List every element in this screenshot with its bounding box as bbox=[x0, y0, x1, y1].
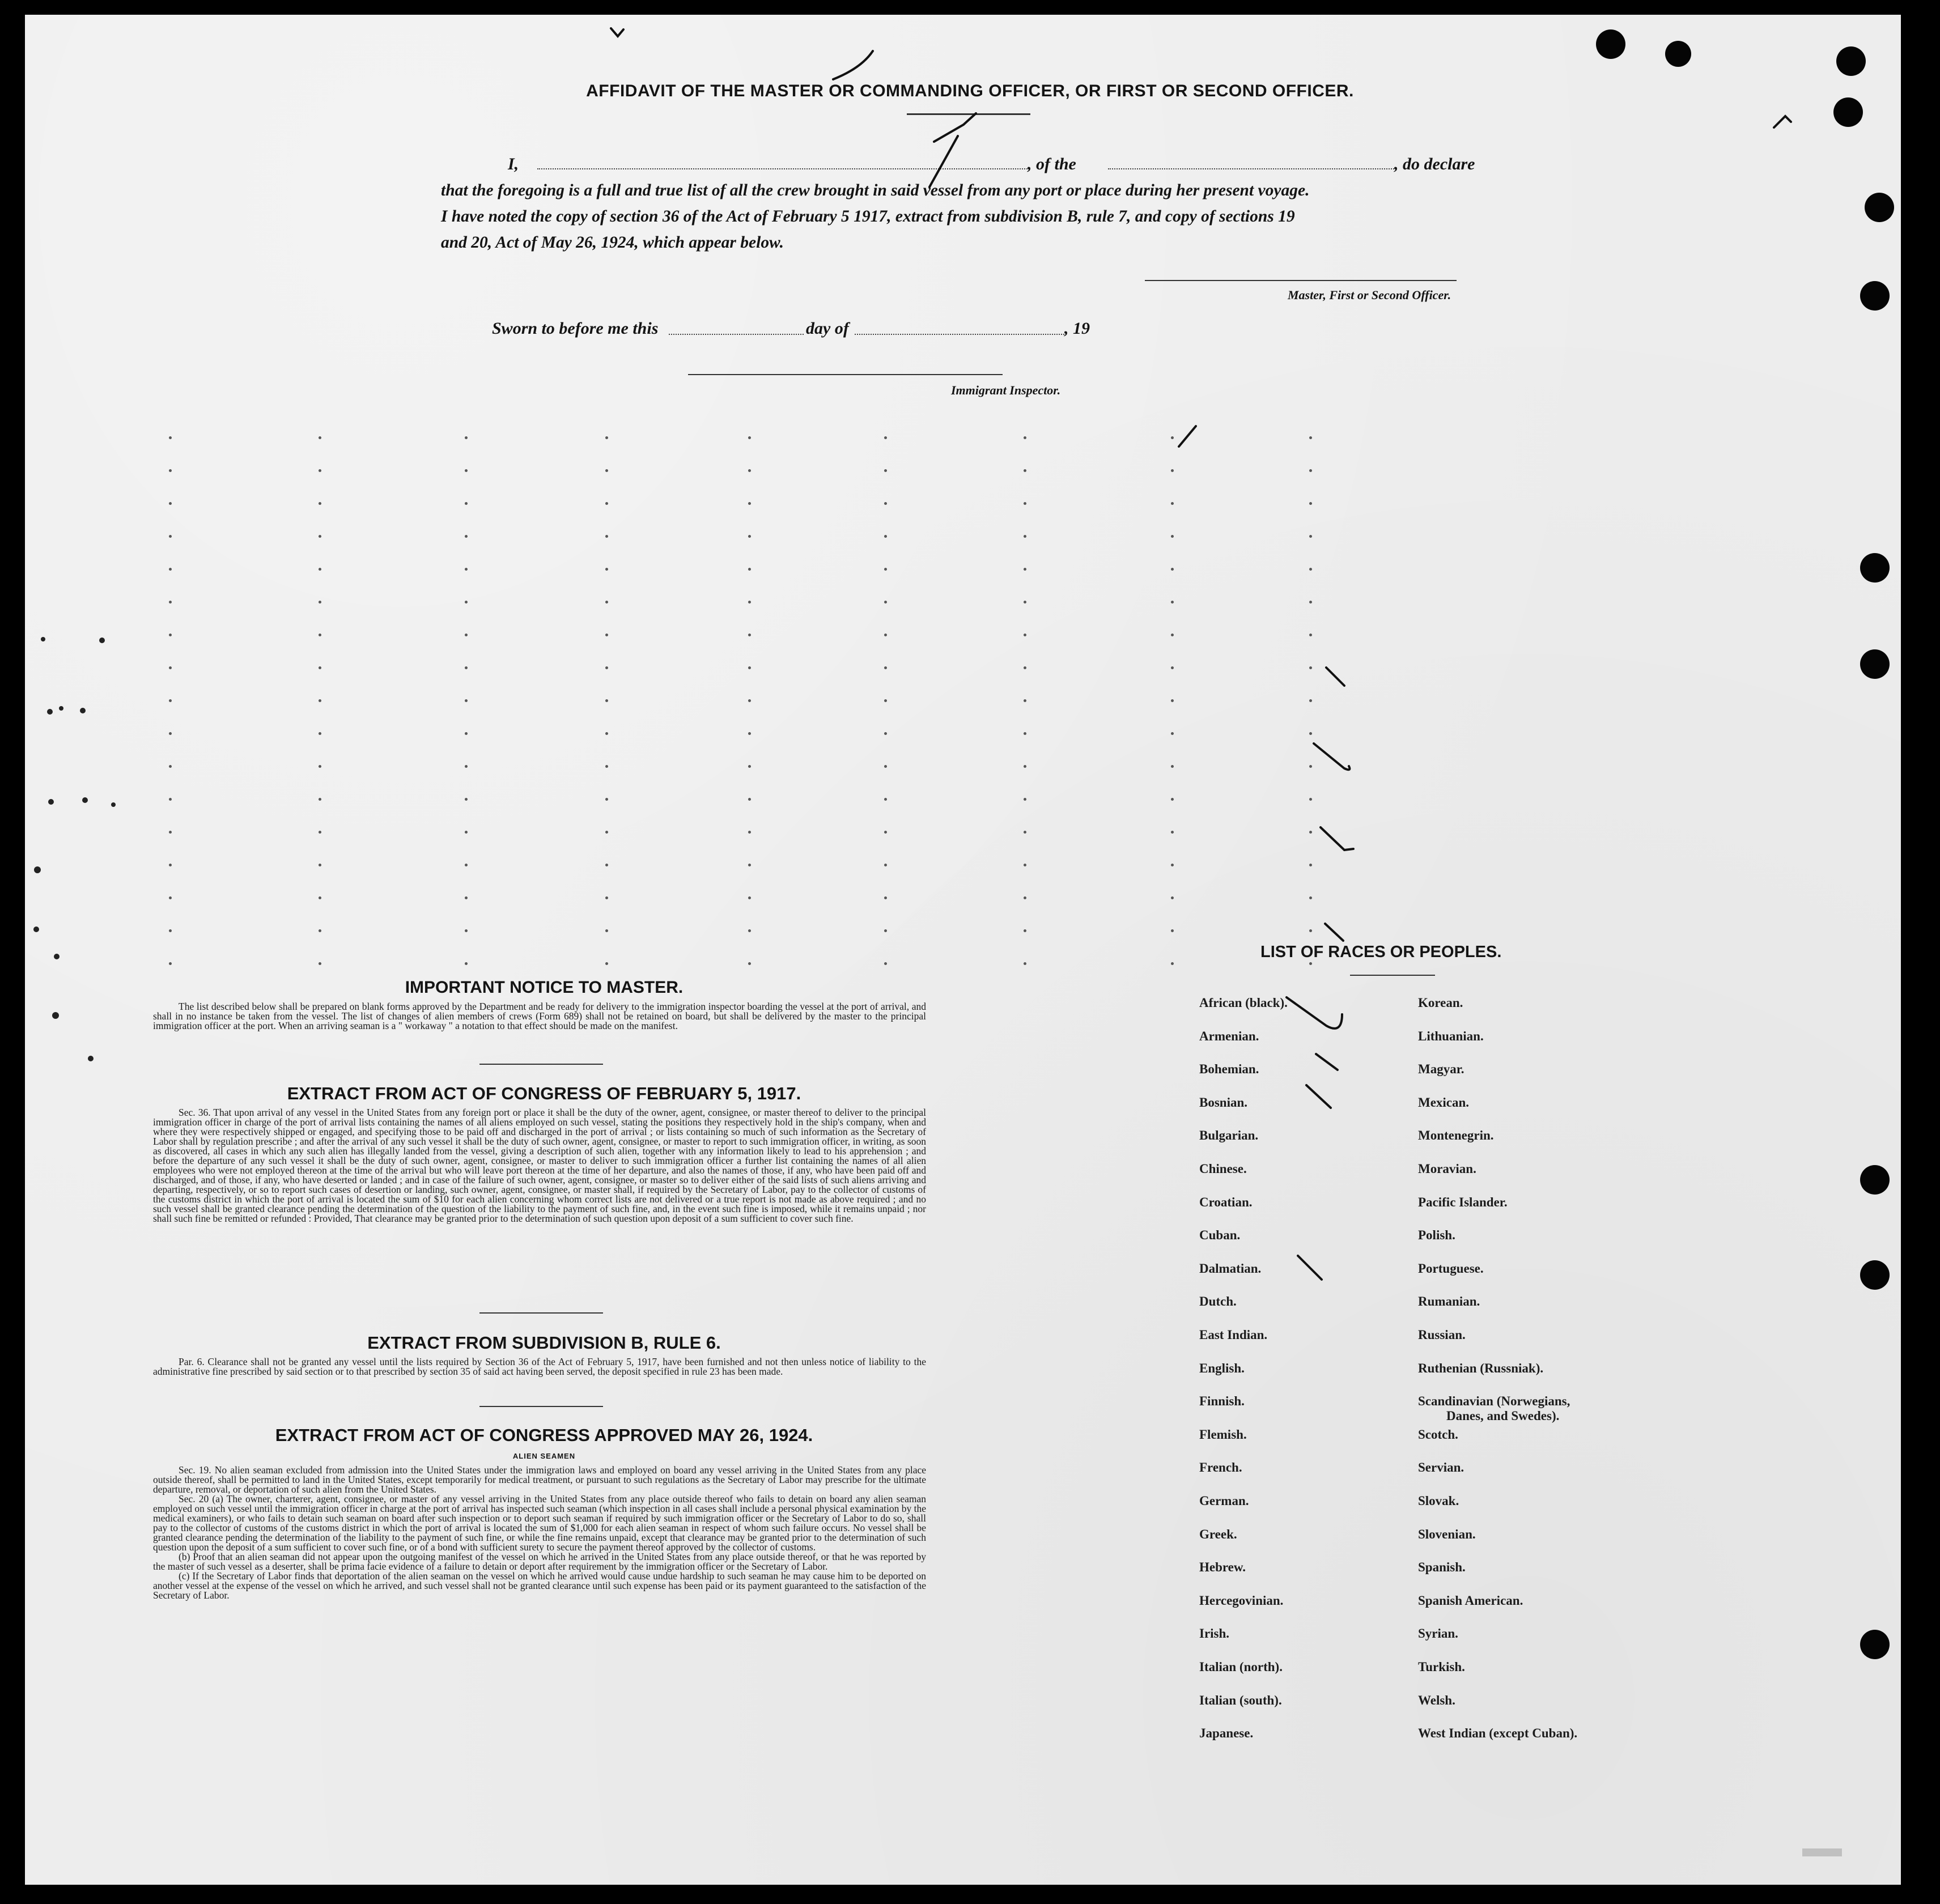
race-item: German. bbox=[1199, 1494, 1249, 1508]
sec20a-text: Sec. 20 (a) The owner, charterer, agent, consignee, or master of any vessel arriving in the United States from any place outside thereof who fails to detain on board any alien seaman employed on such vessel until the immigration officer in charge at the port of arrival has inspected such seaman (which inspection in all cases shall include a personal physical examination by the medical examiners), or who fails to detain such seaman on board after such inspection or to deport such seaman if required by such immigration officer or the Secretary of Labor to do so, shall pay to the collector of customs of the customs district in which the port of arrival is located the sum of $1,000 for each alien seaman in respect of whom such failure occurs. No vessel shall be granted clearance pending the determination of the liability to the payment of such fine, or while the fine remains unpaid, except that clearance may be granted prior to the determination of such question upon the deposit of a sum sufficient to cover such fine, or of a bond with sufficient surety to secure the payment thereof approved by the collector of customs. bbox=[153, 1493, 926, 1553]
guide-dot bbox=[748, 666, 751, 669]
race-item: Portuguese. bbox=[1418, 1261, 1484, 1276]
sec19-text: Sec. 19. No alien seaman excluded from admission into the United States under the immigration laws and employed on board any vessel arriving in the United States from any place outside thereof, shall be permitted to land in the United States, except temporarily for medical treatment, or pursuant to such regulations as the Secretary of Labor may prescribe for the ultimate departure, removal, or deportation of such alien from the United States. bbox=[153, 1464, 926, 1495]
guide-dot bbox=[319, 864, 321, 866]
guide-dot bbox=[884, 502, 887, 505]
guide-dot bbox=[319, 896, 321, 899]
race-item-continued: Danes, and Swedes). bbox=[1446, 1409, 1560, 1423]
guide-dot bbox=[605, 732, 608, 735]
guide-dot bbox=[1171, 666, 1174, 669]
race-item: Moravian. bbox=[1418, 1162, 1476, 1176]
guide-dot bbox=[319, 469, 321, 472]
guide-dot bbox=[1024, 436, 1026, 439]
guide-dot bbox=[319, 798, 321, 801]
guide-dot bbox=[748, 929, 751, 932]
guide-dot bbox=[169, 601, 172, 604]
affidavit-i-label: I, bbox=[508, 155, 519, 173]
race-item: Lithuanian. bbox=[1418, 1028, 1484, 1043]
guide-dot bbox=[169, 732, 172, 735]
guide-dot bbox=[465, 929, 468, 932]
guide-dot bbox=[1024, 699, 1026, 702]
guide-dot bbox=[605, 831, 608, 834]
guide-dot bbox=[748, 502, 751, 505]
guide-dot bbox=[169, 765, 172, 768]
guide-dot bbox=[319, 666, 321, 669]
guide-dot bbox=[169, 436, 172, 439]
affidavit-line-4: and 20, Act of May 26, 1924, which appear below. bbox=[441, 233, 784, 252]
guide-dot bbox=[1309, 469, 1312, 472]
guide-dot bbox=[884, 469, 887, 472]
guide-dot bbox=[748, 634, 751, 636]
guide-dot bbox=[319, 568, 321, 571]
race-item: Flemish. bbox=[1199, 1427, 1247, 1442]
guide-dot bbox=[1024, 765, 1026, 768]
race-item: Montenegrin. bbox=[1418, 1128, 1494, 1143]
race-item: Welsh. bbox=[1418, 1693, 1455, 1707]
race-item: French. bbox=[1199, 1460, 1242, 1475]
guide-dot bbox=[319, 502, 321, 505]
guide-dot bbox=[748, 469, 751, 472]
rule6-title: EXTRACT FROM SUBDIVISION B, RULE 6. bbox=[367, 1333, 721, 1353]
guide-dot bbox=[465, 798, 468, 801]
guide-dot bbox=[1309, 831, 1312, 834]
affidavit-title: AFFIDAVIT OF THE MASTER OR COMMANDING OFFICER, OR FIRST OR SECOND OFFICER. bbox=[586, 82, 1354, 100]
guide-dot bbox=[1024, 929, 1026, 932]
guide-dot bbox=[605, 962, 608, 965]
races-underline bbox=[1350, 975, 1435, 976]
race-item: Rumanian. bbox=[1418, 1294, 1480, 1309]
guide-dot bbox=[465, 436, 468, 439]
guide-dot bbox=[1309, 666, 1312, 669]
guide-dot bbox=[884, 699, 887, 702]
guide-dot bbox=[319, 765, 321, 768]
guide-dot bbox=[169, 699, 172, 702]
guide-dot bbox=[465, 765, 468, 768]
race-item: Japanese. bbox=[1199, 1726, 1254, 1741]
affidavit-line-2: that the foregoing is a full and true list of all the crew brought in said vessel from any port or place during her present voyage. bbox=[441, 181, 1310, 199]
guide-dot bbox=[169, 962, 172, 965]
divider bbox=[479, 1406, 603, 1407]
guide-dot bbox=[1309, 699, 1312, 702]
race-item: Cuban. bbox=[1199, 1228, 1241, 1243]
master-signature-label: Master, First or Second Officer. bbox=[1288, 288, 1451, 302]
guide-dot bbox=[1171, 699, 1174, 702]
guide-dot bbox=[1024, 831, 1026, 834]
guide-dot bbox=[1309, 864, 1312, 866]
race-item: Magyar. bbox=[1418, 1062, 1464, 1077]
race-item: Mexican. bbox=[1418, 1095, 1470, 1110]
guide-dot bbox=[884, 765, 887, 768]
guide-dot bbox=[1309, 798, 1312, 801]
race-item: Scotch. bbox=[1418, 1427, 1458, 1442]
race-item: Scandinavian (Norwegians, bbox=[1418, 1394, 1570, 1409]
guide-dot bbox=[1309, 502, 1312, 505]
guide-dot bbox=[319, 699, 321, 702]
race-item: Dutch. bbox=[1199, 1294, 1237, 1309]
guide-dot bbox=[1024, 864, 1026, 866]
guide-dot bbox=[319, 535, 321, 538]
guide-dot bbox=[1171, 502, 1174, 505]
affidavit-line-3: I have noted the copy of section 36 of the Act of February 5 1917, extract from subdivision B, rule 7, and copy of sections 19 bbox=[441, 207, 1295, 226]
guide-dot bbox=[465, 666, 468, 669]
notice-body bbox=[153, 1002, 926, 1031]
guide-dot bbox=[1309, 732, 1312, 735]
rule6-body bbox=[153, 1357, 926, 1376]
guide-dot bbox=[605, 469, 608, 472]
guide-dot bbox=[319, 732, 321, 735]
race-item: Croatian. bbox=[1199, 1195, 1253, 1209]
extract-1917-body bbox=[153, 1108, 926, 1223]
guide-dot bbox=[169, 864, 172, 866]
guide-dot bbox=[1024, 962, 1026, 965]
inspector-label: Immigrant Inspector. bbox=[951, 383, 1061, 397]
race-item: West Indian (except Cuban). bbox=[1418, 1726, 1578, 1741]
extract-1924-body bbox=[153, 1465, 926, 1600]
guide-dot bbox=[1171, 864, 1174, 866]
notice-text: The list described below shall be prepared on blank forms approved by the Department and be ready for delivery to the immigration inspector boarding the vessel at the port of arrival, and shall in no instance be taken from the vessel. The list of changes of alien members of crews (Form 689) shall not be retained on board, but shall be delivered by the master to the principal immigration officer at the port. When an arriving seaman is a " workaway " a notation to that effect should be made on the manifest. bbox=[153, 1001, 926, 1031]
guide-dot bbox=[884, 896, 887, 899]
sworn-prefix: Sworn to before me this bbox=[492, 319, 659, 338]
guide-dot bbox=[1171, 469, 1174, 472]
guide-dot bbox=[884, 962, 887, 965]
notice-title: IMPORTANT NOTICE TO MASTER. bbox=[405, 978, 684, 997]
race-item: Syrian. bbox=[1418, 1626, 1458, 1641]
guide-dot bbox=[1309, 568, 1312, 571]
sec36-text: Sec. 36. That upon arrival of any vessel in the United States from any foreign port or place it shall be the duty of the owner, agent, consignee, or master thereof to deliver to the principal immigration officer in charge of the port of arrival lists containing the names of all aliens employed on such vessel, stating the positions they respectively hold in the ship's company, when and where they were respectively shipped or engaged, and specifying those to be paid off and discharged in the port of arrival ; or lists containing so much of such information as the Secretary of Labor shall by regulation prescribe ; and after the arrival of any such vessel it shall be the duty of such owner, agent, consignee, or master to report to such immigration officer, in writing, as soon as discovered, all cases in which any such alien has illegally landed from the vessel, giving a description of such alien, together with any information likely to lead to his apprehension ; and before the departure of any such vessel it shall be the duty of such owner, agent, consignee, or master to deliver to such immigration officer a further list containing the names of all alien employees who were not employed thereon at the time of the arrival but who will leave port thereon at the time of her departure, and also the names of those, if any, who have been paid off and discharged, and of those, if any, who have deserted or landed ; and in case of the failure of such owner, agent, consignee, or master so to deliver either of the said lists of such aliens arriving and departing, respectively, or so to report such cases of desertion or landing, such owner, agent, consignee, or master shall, if required by the Secretary of Labor, pay to the collector of customs of the customs district in which the port of arrival is located the sum of $10 for each alien concerning whom correct lists are not delivered or a true report is not made as above required ; and no such vessel shall be granted clearance pending the determination of the question of the liability to the payment of such fine, and, in the event such fine is imposed, while it remains unpaid ; nor shall such fine be remitted or refunded : Provided, That clearance may be granted prior to the determination of such question upon deposit of a sum sufficient to cover such fine. bbox=[153, 1107, 926, 1224]
guide-dot bbox=[1171, 436, 1174, 439]
alien-seamen-subtitle: ALIEN SEAMEN bbox=[512, 1452, 576, 1460]
guide-dot bbox=[1024, 601, 1026, 604]
guide-dot bbox=[465, 568, 468, 571]
guide-dot bbox=[884, 864, 887, 866]
guide-dot bbox=[1024, 502, 1026, 505]
guide-dot bbox=[1171, 962, 1174, 965]
race-item: Polish. bbox=[1418, 1228, 1455, 1243]
guide-dot bbox=[1171, 732, 1174, 735]
divider bbox=[479, 1064, 603, 1065]
guide-dot bbox=[605, 634, 608, 636]
guide-dot bbox=[1309, 535, 1312, 538]
guide-dot bbox=[605, 502, 608, 505]
guide-dot bbox=[169, 666, 172, 669]
guide-dot bbox=[465, 864, 468, 866]
affidavit-of-label: , of the bbox=[1028, 155, 1076, 173]
guide-dot bbox=[605, 568, 608, 571]
guide-dot bbox=[748, 962, 751, 965]
guide-dot bbox=[1171, 765, 1174, 768]
guide-dot bbox=[748, 568, 751, 571]
guide-dot bbox=[884, 568, 887, 571]
race-item: Ruthenian (Russniak). bbox=[1418, 1361, 1544, 1375]
guide-dot bbox=[605, 436, 608, 439]
guide-dot bbox=[605, 535, 608, 538]
guide-dot bbox=[1171, 535, 1174, 538]
guide-dot bbox=[748, 765, 751, 768]
guide-dot bbox=[1309, 929, 1312, 932]
guide-dot bbox=[169, 831, 172, 834]
guide-dot bbox=[319, 436, 321, 439]
race-item: Hebrew. bbox=[1199, 1560, 1246, 1575]
guide-dot bbox=[1171, 568, 1174, 571]
guide-dot bbox=[1024, 469, 1026, 472]
extract-1917-title: EXTRACT FROM ACT OF CONGRESS OF FEBRUARY 5, 1917. bbox=[287, 1083, 801, 1103]
race-item: Greek. bbox=[1199, 1527, 1237, 1541]
guide-dot bbox=[748, 896, 751, 899]
guide-dot bbox=[1024, 666, 1026, 669]
guide-dot bbox=[319, 634, 321, 636]
guide-dot bbox=[1309, 896, 1312, 899]
guide-dot bbox=[465, 699, 468, 702]
guide-dot bbox=[465, 634, 468, 636]
guide-dot bbox=[169, 568, 172, 571]
guide-dot bbox=[465, 962, 468, 965]
corner-stamp bbox=[1802, 1848, 1842, 1856]
race-item: Russian. bbox=[1418, 1328, 1466, 1342]
guide-dot bbox=[605, 765, 608, 768]
guide-dot bbox=[605, 666, 608, 669]
guide-dot bbox=[884, 798, 887, 801]
guide-dot bbox=[1171, 831, 1174, 834]
race-item: Italian (south). bbox=[1199, 1693, 1282, 1707]
race-item: Spanish American. bbox=[1418, 1593, 1523, 1608]
guide-dot bbox=[748, 732, 751, 735]
guide-dot bbox=[605, 864, 608, 866]
guide-dot bbox=[1171, 634, 1174, 636]
race-item: Irish. bbox=[1199, 1626, 1230, 1641]
extract-1924-title: EXTRACT FROM ACT OF CONGRESS APPROVED MAY 26, 1924. bbox=[275, 1425, 813, 1445]
race-item: Bulgarian. bbox=[1199, 1128, 1259, 1143]
rule6-text: Par. 6. Clearance shall not be granted any vessel until the lists required by Section 36 of the Act of February 5, 1917, have been furnished and not then unless notice of liability to the administrative fine prescribed by said section or to that prescribed by section 35 of said act having been served, the deposit specified in rule 23 has been made. bbox=[153, 1356, 926, 1377]
race-item: English. bbox=[1199, 1361, 1245, 1375]
sec20b-text: (b) Proof that an alien seaman did not appear upon the outgoing manifest of the vessel on which he arrived in the United States from any place outside thereof, or that he was reported by the master of such vessel as a deserter, shall be prima facie evidence of a failure to detain or deport after requirement by the immigration officer or the Secretary of Labor. bbox=[153, 1551, 926, 1572]
guide-dot bbox=[1171, 601, 1174, 604]
guide-dot bbox=[1024, 535, 1026, 538]
sworn-day-label: day of bbox=[806, 319, 849, 338]
guide-dot bbox=[1024, 896, 1026, 899]
sworn-year-label: , 19 bbox=[1064, 319, 1090, 338]
guide-dot bbox=[465, 601, 468, 604]
guide-dot bbox=[1309, 765, 1312, 768]
guide-dot bbox=[884, 634, 887, 636]
race-item: Bosnian. bbox=[1199, 1095, 1248, 1110]
guide-dot bbox=[1024, 798, 1026, 801]
guide-dot bbox=[1024, 634, 1026, 636]
guide-dot bbox=[884, 666, 887, 669]
guide-dot bbox=[884, 929, 887, 932]
guide-dot bbox=[748, 436, 751, 439]
race-item: East Indian. bbox=[1199, 1328, 1268, 1342]
guide-dot bbox=[1024, 568, 1026, 571]
guide-dot bbox=[748, 864, 751, 866]
guide-dot bbox=[748, 699, 751, 702]
race-item: African (black). bbox=[1199, 996, 1288, 1010]
race-item: Armenian. bbox=[1199, 1028, 1259, 1043]
race-item: Finnish. bbox=[1199, 1394, 1245, 1409]
guide-dot bbox=[465, 732, 468, 735]
guide-dot bbox=[605, 699, 608, 702]
guide-dot bbox=[169, 929, 172, 932]
guide-dot bbox=[169, 535, 172, 538]
race-item: Chinese. bbox=[1199, 1162, 1247, 1176]
guide-dot bbox=[605, 601, 608, 604]
guide-dot bbox=[884, 601, 887, 604]
guide-dot bbox=[465, 896, 468, 899]
race-item: Spanish. bbox=[1418, 1560, 1466, 1575]
guide-dot bbox=[465, 831, 468, 834]
guide-dot bbox=[748, 601, 751, 604]
guide-dot bbox=[169, 798, 172, 801]
sec20c-text: (c) If the Secretary of Labor finds that deportation of the alien seaman on the vessel on which he arrived would cause undue hardship to such seaman he may cause him to be deported on another vessel at the expense of the vessel on which he arrived, and such vessel shall not be granted clearance until such expense has been paid or its payment guaranteed to the satisfaction of the Secretary of Labor. bbox=[153, 1570, 926, 1601]
guide-dot bbox=[884, 436, 887, 439]
race-item: Dalmatian. bbox=[1199, 1261, 1262, 1276]
guide-dot bbox=[169, 469, 172, 472]
race-item: Servian. bbox=[1418, 1460, 1464, 1475]
guide-dot bbox=[465, 469, 468, 472]
race-item: Pacific Islander. bbox=[1418, 1195, 1508, 1209]
guide-dot bbox=[465, 535, 468, 538]
race-item: Turkish. bbox=[1418, 1660, 1465, 1674]
guide-dot bbox=[605, 896, 608, 899]
race-item: Slovenian. bbox=[1418, 1527, 1476, 1541]
guide-dot bbox=[748, 798, 751, 801]
races-title: LIST OF RACES OR PEOPLES. bbox=[1260, 943, 1502, 961]
race-item: Slovak. bbox=[1418, 1494, 1459, 1508]
guide-dot bbox=[319, 601, 321, 604]
guide-dot bbox=[169, 634, 172, 636]
guide-dot bbox=[605, 798, 608, 801]
guide-dot bbox=[1024, 732, 1026, 735]
guide-dot bbox=[1309, 601, 1312, 604]
guide-dot bbox=[319, 962, 321, 965]
guide-dot bbox=[1171, 798, 1174, 801]
guide-dot bbox=[748, 535, 751, 538]
divider bbox=[479, 1312, 603, 1314]
guide-dot bbox=[169, 896, 172, 899]
guide-dot bbox=[748, 831, 751, 834]
guide-dot bbox=[169, 502, 172, 505]
affidavit-declare-label: , do declare bbox=[1394, 155, 1475, 173]
guide-dot bbox=[1309, 634, 1312, 636]
guide-dot bbox=[1171, 896, 1174, 899]
guide-dot bbox=[1171, 929, 1174, 932]
race-item: Bohemian. bbox=[1199, 1062, 1259, 1077]
guide-dot bbox=[884, 831, 887, 834]
race-item: Korean. bbox=[1418, 996, 1463, 1010]
guide-dot bbox=[884, 535, 887, 538]
race-item: Hercegovinian. bbox=[1199, 1593, 1284, 1608]
race-item: Italian (north). bbox=[1199, 1660, 1283, 1674]
guide-dot bbox=[465, 502, 468, 505]
guide-dot bbox=[1309, 436, 1312, 439]
guide-dot bbox=[605, 929, 608, 932]
guide-dot bbox=[319, 831, 321, 834]
guide-dot bbox=[884, 732, 887, 735]
guide-dot bbox=[319, 929, 321, 932]
guide-dot bbox=[1309, 962, 1312, 965]
